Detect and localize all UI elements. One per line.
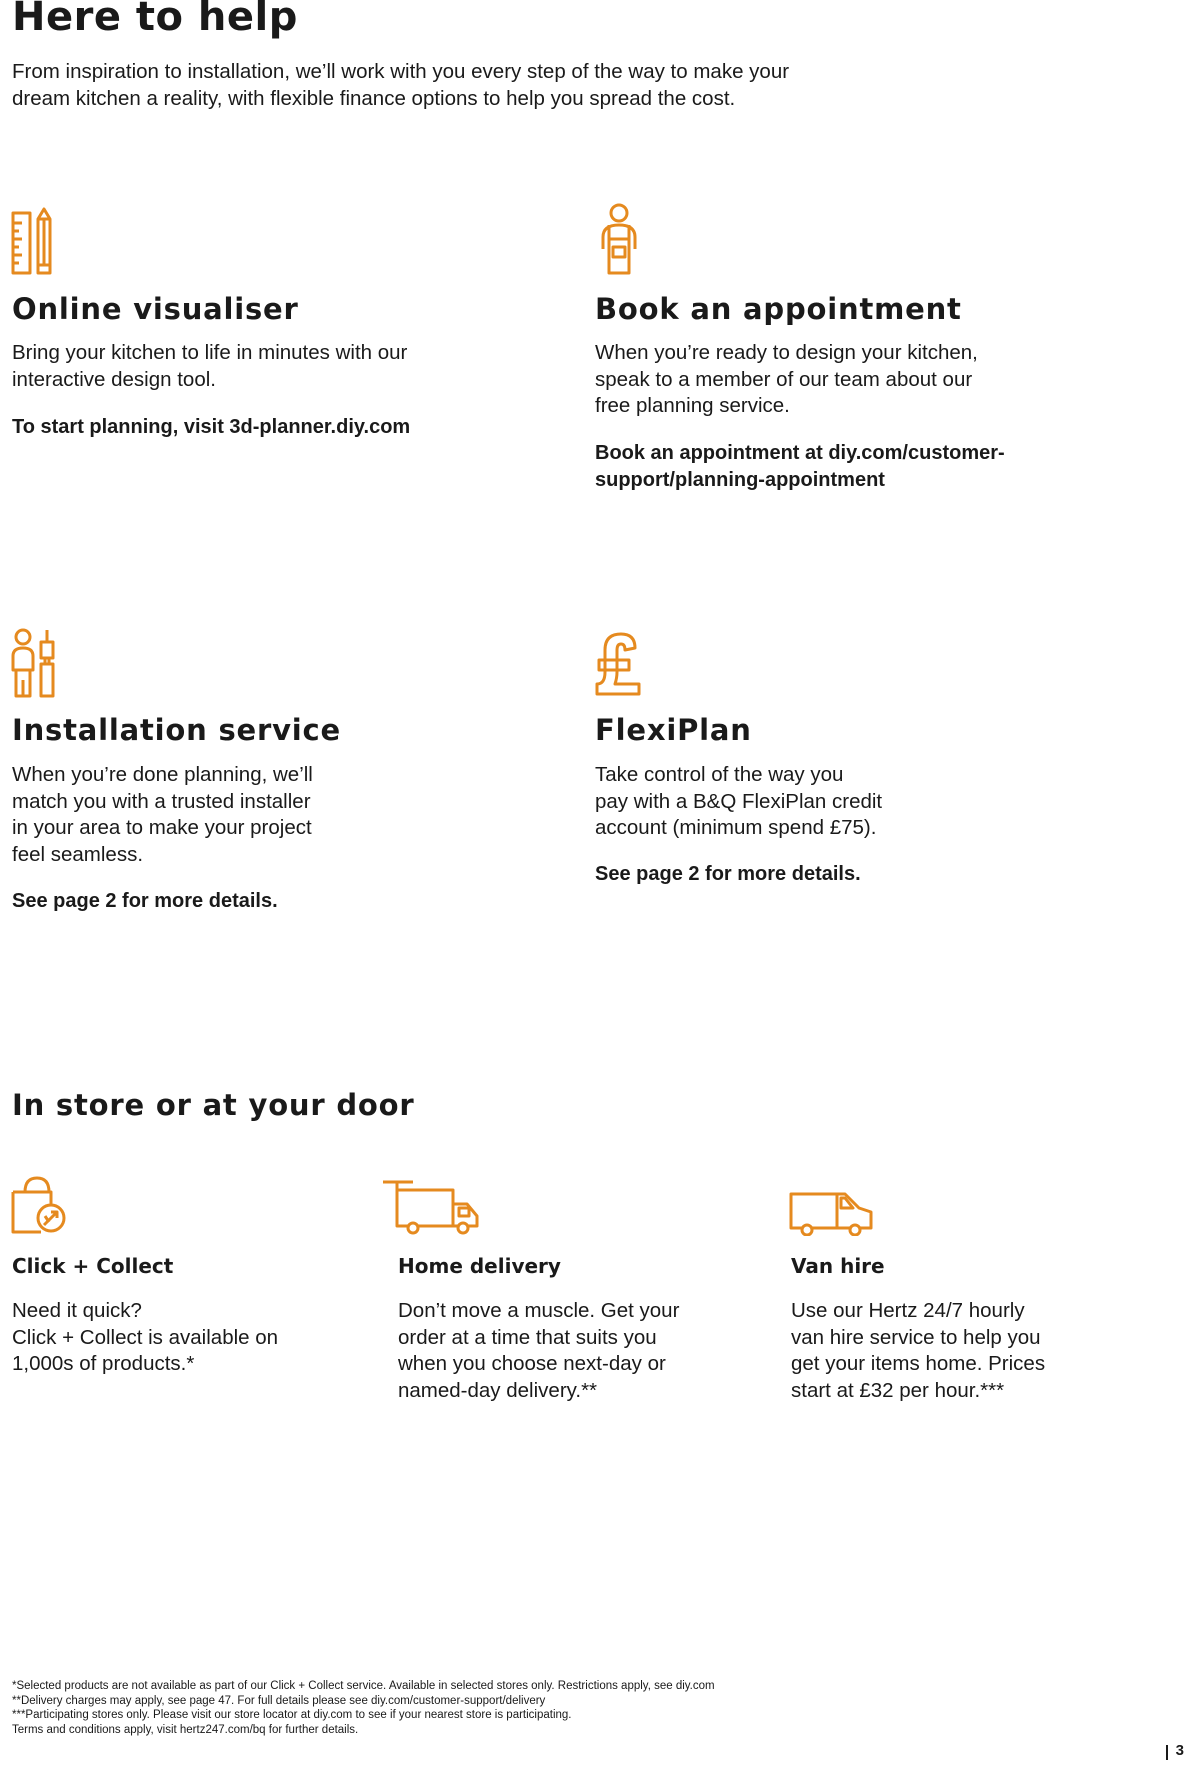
footnote: *Selected products are not available as part of our Click + Collect service. Available in selected stores only. Restrictions apply, see diy.com: [12, 1680, 715, 1692]
ruler-pencil-icon: [11, 207, 55, 275]
footnote: ***Participating stores only. Please visit our store locator at diy.com to see if your nearest store is participating.: [12, 1709, 572, 1722]
service-title-online-visualiser: Online visualiser: [12, 292, 299, 326]
service-description-installation: When you’re done planning, we’ll match you with a trusted installer in your area to make your project feel seamless.: [12, 763, 313, 866]
service-title-flexiplan: FlexiPlan: [595, 713, 752, 747]
person-screwdriver-icon: [11, 628, 57, 698]
delivery-truck-icon: [383, 1180, 479, 1236]
page-number: 3: [1175, 1742, 1184, 1759]
option-description-van-hire: Use our Hertz 24/7 hourly van hire service to help you get your items home. Prices start at £32 per hour.***: [791, 1299, 1046, 1402]
option-description-home-delivery: Don’t move a muscle. Get your order at a time that suits you when you choose next-day or named-day delivery.**: [398, 1299, 680, 1402]
option-title-van-hire: Van hire: [791, 1254, 885, 1278]
appointment-link[interactable]: Book an appointment at diy.com/customer- support/planning-appointment: [595, 442, 1005, 491]
service-description-flexiplan: Take control of the way you pay with a B&Q FlexiPlan credit account (minimum spend £75).: [595, 763, 883, 839]
pound-sign-icon: [595, 632, 643, 698]
service-description-online-visualiser: Bring your kitchen to life in minutes with our interactive design tool.: [12, 341, 408, 391]
intro-text: From inspiration to installation, we’ll work with you every step of the way to make your dream kitchen a reality, with flexible finance options to help you spread the cost.: [12, 60, 790, 110]
page-number-divider: [1166, 1745, 1168, 1760]
service-description-book-appointment: When you’re ready to design your kitchen, speak to a member of our team about our free planning service.: [595, 341, 978, 417]
footnote: **Delivery charges may apply, see page 47. For full details please see diy.com/customer-support/delivery: [12, 1694, 546, 1707]
flexiplan-more-details: See page 2 for more details.: [595, 863, 861, 885]
planner-link[interactable]: To start planning, visit 3d-planner.diy.com: [12, 416, 411, 438]
service-title-book-appointment: Book an appointment: [595, 292, 962, 326]
installation-more-details: See page 2 for more details.: [12, 890, 278, 912]
footnotes: [12, 1679, 1012, 1738]
shopping-bag-icon: [11, 1176, 67, 1236]
section-title-delivery: In store or at your door: [12, 1088, 415, 1122]
person-apron-icon: [595, 203, 643, 275]
page-title: Here to help: [12, 0, 298, 40]
van-icon: [789, 1192, 875, 1236]
footnote: Terms and conditions apply, visit hertz247.com/bq for further details.: [12, 1724, 359, 1737]
option-description-click-collect: Need it quick? Click + Collect is available on 1,000s of products.*: [12, 1299, 279, 1375]
option-title-home-delivery: Home delivery: [398, 1254, 561, 1278]
option-title-click-collect: Click + Collect: [12, 1254, 174, 1278]
service-title-installation: Installation service: [12, 713, 341, 747]
